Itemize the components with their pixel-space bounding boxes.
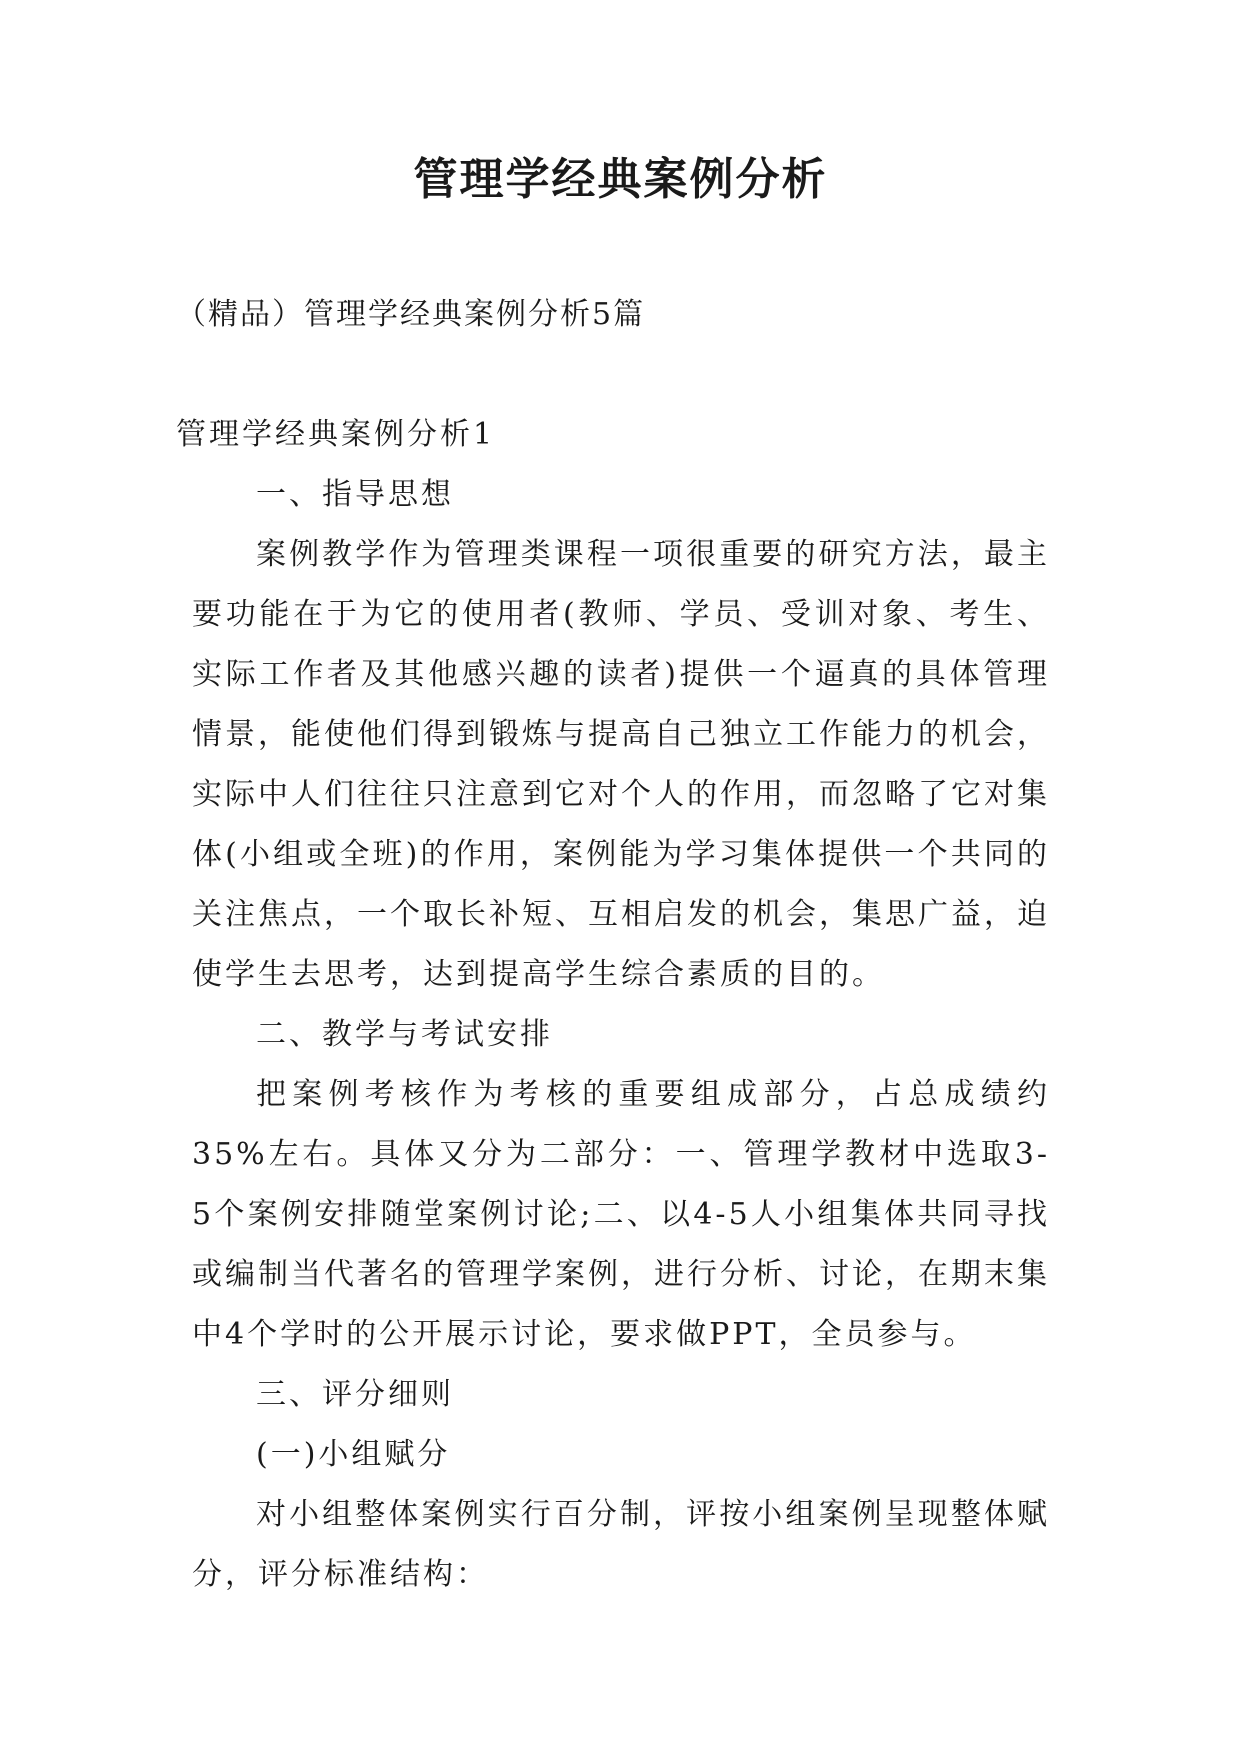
section-heading: 三、评分细则 [256,1377,454,1412]
section-heading: 一、指导思想 [256,477,454,512]
document-subtitle: （精品）管理学经典案例分析5篇 [176,297,646,332]
body-paragraph: 案例教学作为管理类课程一项很重要的研究方法，最主要功能在于为它的使用者(教师、学员、受训对象、考生、实际工作者及其他感兴趣的读者)提供一个逼真的具体管理情景，能使他们得到锻炼与提高自己独立工作能力的机会，实际中人们往往只注意到它对个人的作用，而忽略了它对集体(小组或全班)的作用，案例能为学习集体提供一个共同的关注焦点，一个取长补短、互相启发的机会，集思广益，迫使学生去思考，达到提高学生综合素质的目的。 [192,537,1050,992]
body-paragraph: 对小组整体案例实行百分制，评按小组案例呈现整体赋分，评分标准结构： [192,1497,1050,1592]
subsection-heading: (一)小组赋分 [256,1437,451,1472]
section-heading: 管理学经典案例分析1 [176,417,496,452]
document-title: 管理学经典案例分析 [413,154,828,205]
section-heading: 二、教学与考试安排 [256,1017,553,1052]
document-body [176,405,1050,1605]
body-paragraph: 把案例考核作为考核的重要组成部分，占总成绩约35%左右。具体又分为二部分：一、管理学教材中选取3-5个案例安排随堂案例讨论;二、以4-5人小组集体共同寻找或编制当代著名的管理学案例，进行分析、讨论，在期末集中4个学时的公开展示讨论，要求做PPT，全员参与。 [192,1077,1050,1352]
